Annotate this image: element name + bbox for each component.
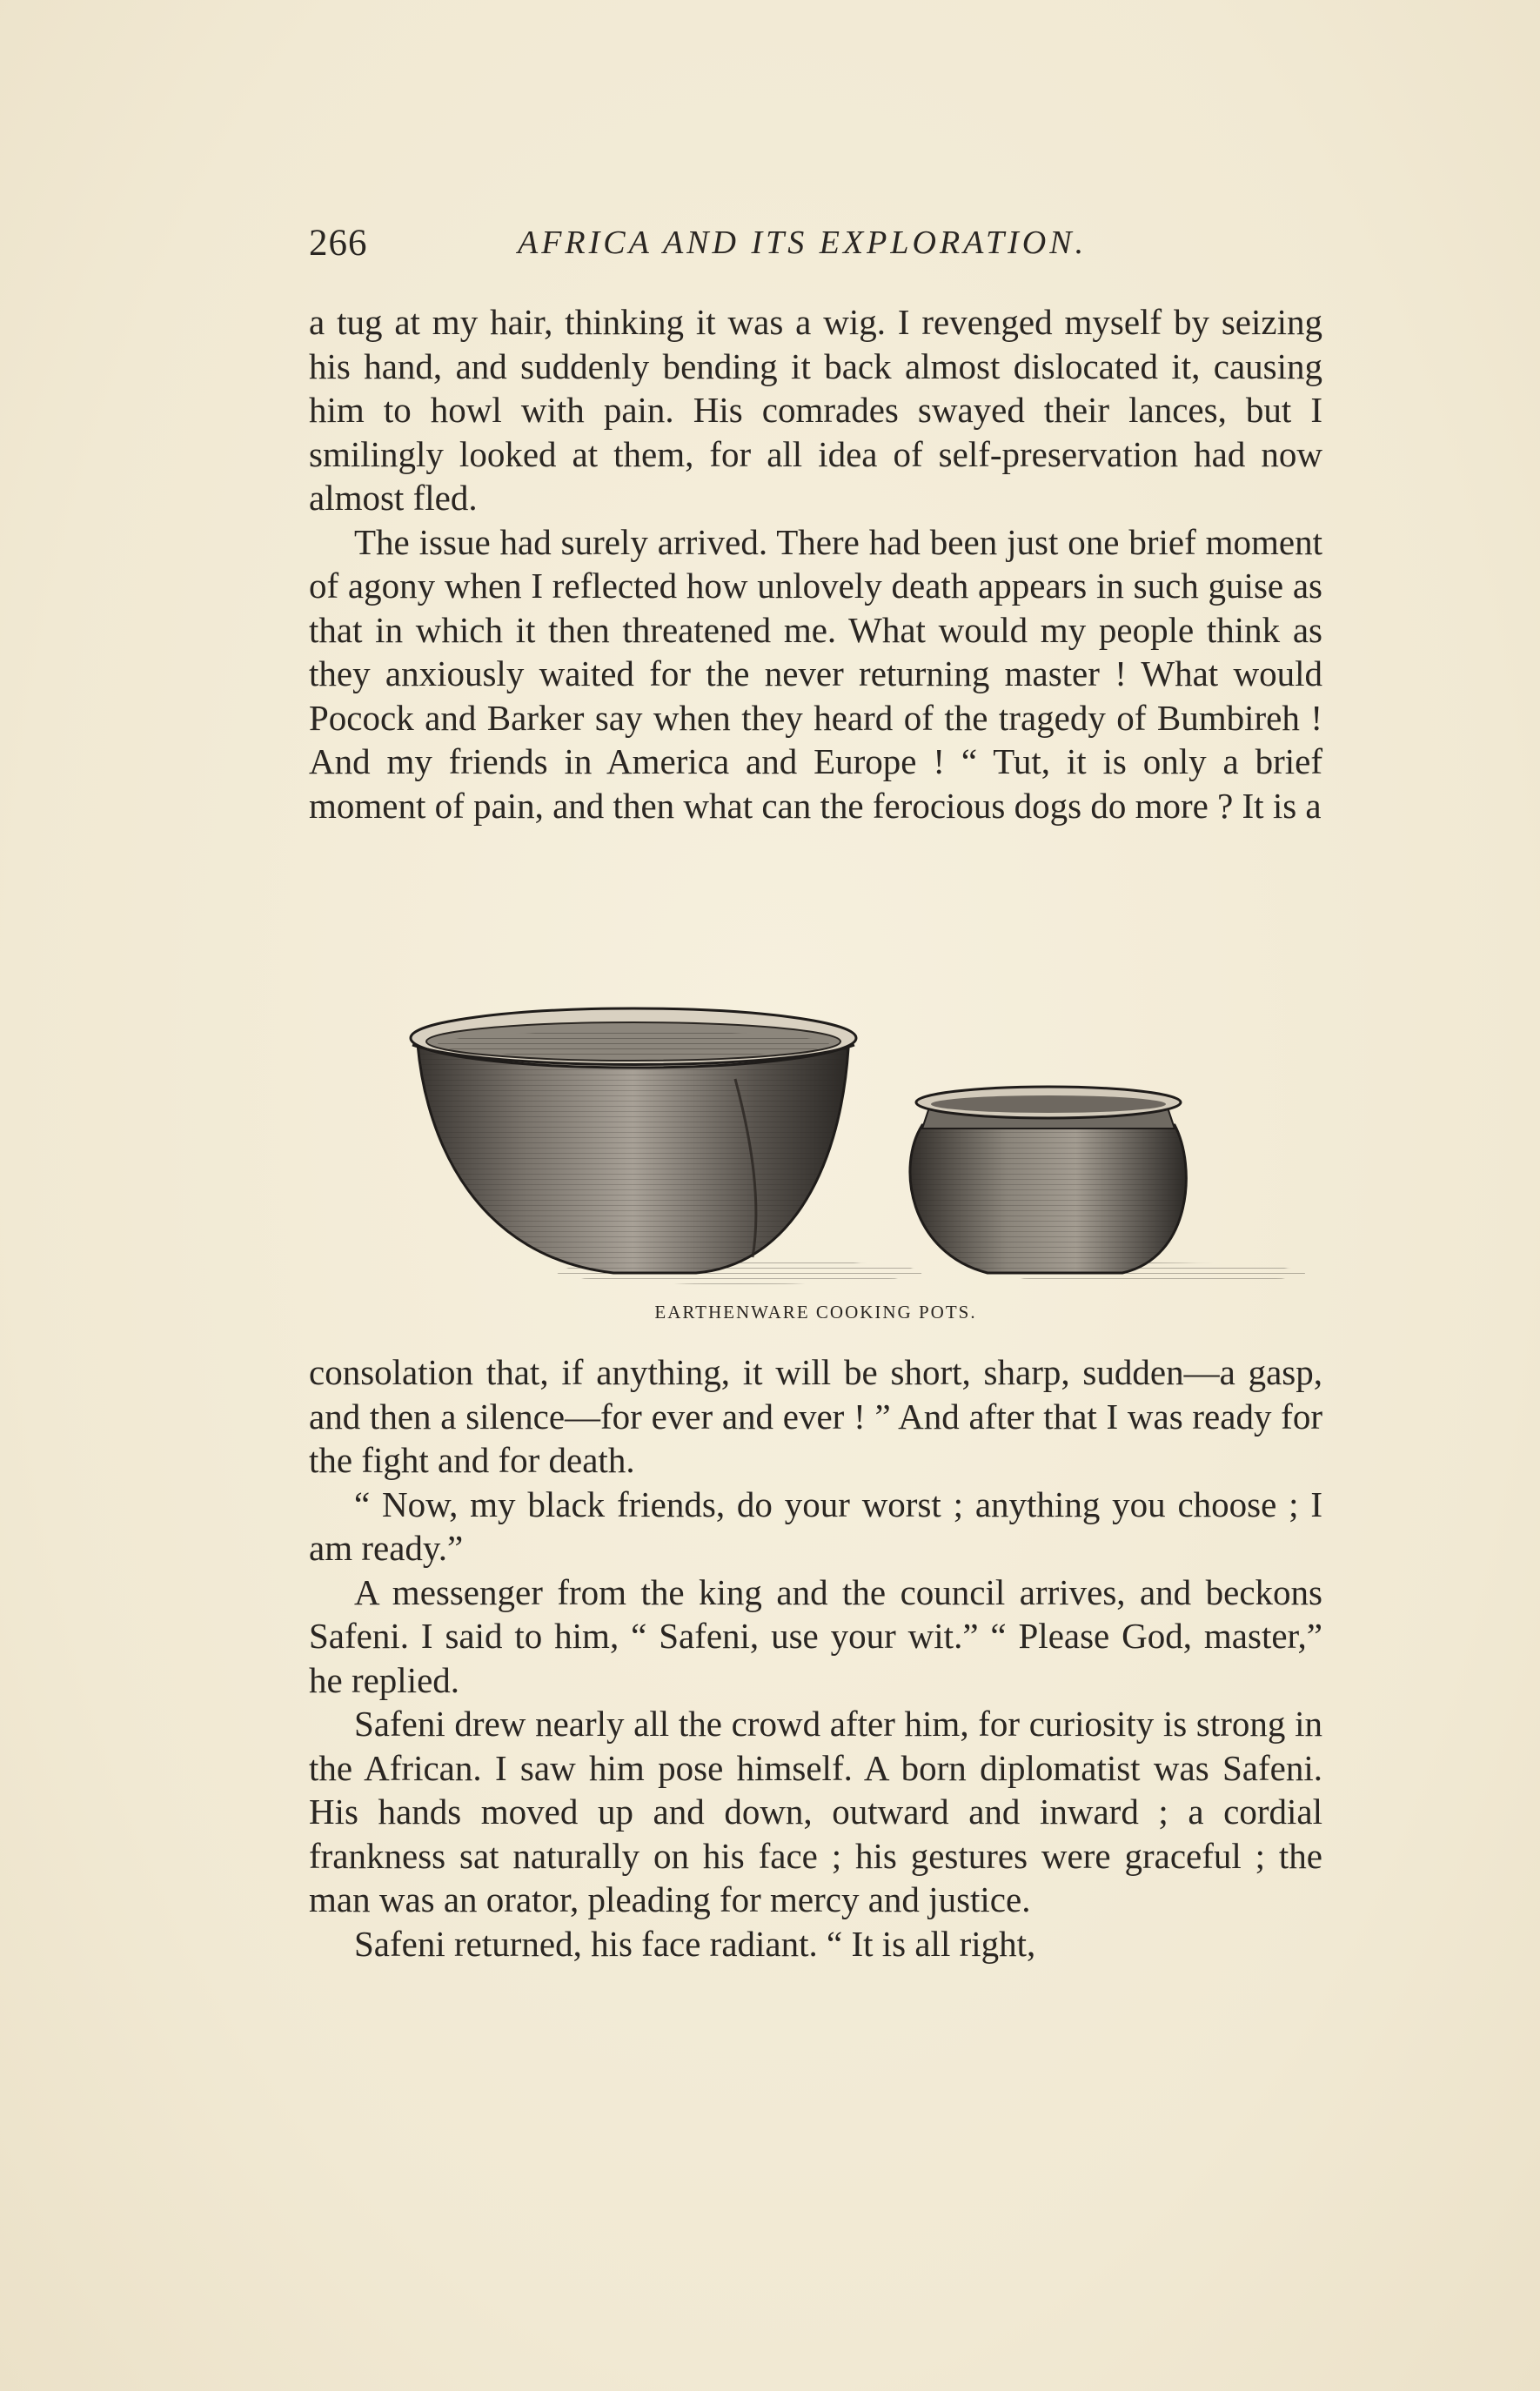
- earthenware-pots-icon: [409, 996, 1331, 1292]
- paragraph: Safeni drew nearly all the crowd after him, for curiosity is strong in the African. I saw him pose himself. A born diplomatist was Safeni. His hands moved up and down, outward and inward ; a cordial frankness sat naturally on his face ; his gestures were graceful ; the man was an orator, pleading for mercy and justice.: [309, 1704, 1322, 1919]
- figure-caption: EARTHENWARE COOKING POTS.: [654, 1302, 977, 1323]
- paragraph: a tug at my hair, thinking it was a wig. I revenged myself by seizing his hand, and suddenly bending it back almost dislocated it, causing him to howl with pain. His comrades swayed their lances, but I smilingly looked at them, for all idea of self-preservation had now almost fled.: [309, 302, 1322, 518]
- paragraph: The issue had surely arrived. There had been just one brief moment of agony when I reflected how unlovely death appears in such guise as that in which it then threatened me. What would my people think as they anxiously waited for the never returning master ! What would Pocock and Barker say when they heard of the tragedy of Bumbireh ! And my friends in America and Europe ! “ Tut, it is only a brief moment of pain, and then what can the ferocious dogs do more ? It is a: [309, 521, 1322, 826]
- paragraph: Safeni returned, his face radiant. “ It is all right,: [354, 1923, 1036, 1964]
- earthenware-pots-illustration: [409, 996, 1331, 1292]
- text-block-bottom: [309, 1350, 1322, 1966]
- running-head: AFRICA AND ITS EXPLORATION.: [518, 224, 1088, 261]
- page-header: [309, 222, 1322, 274]
- paragraph: A messenger from the king and the council arrives, and beckons Safeni. I said to him, “ Safeni, use your wit.” “ Please God, master,” he replied.: [309, 1571, 1322, 1700]
- page-number: 266: [309, 223, 368, 264]
- paragraph: consolation that, if anything, it will be short, sharp, sudden—a gasp, and then a silence—for ever and ever ! ” And after that I was ready for the fight and for death.: [309, 1352, 1322, 1480]
- paragraph: “ Now, my black friends, do your worst ; anything you choose ; I am ready.”: [309, 1483, 1322, 1568]
- text-block-top: [309, 300, 1322, 827]
